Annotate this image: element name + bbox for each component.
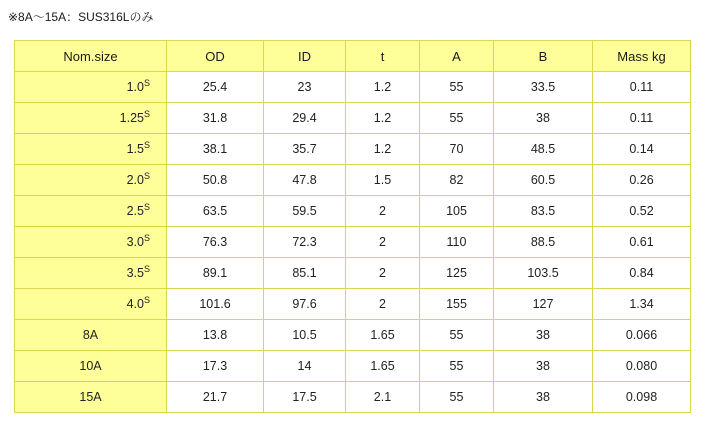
table-row — [15, 72, 691, 103]
row-label-superscript: S — [143, 77, 150, 88]
row-label — [15, 320, 167, 351]
cell-b: 33.5 — [494, 72, 593, 103]
row-label — [15, 134, 167, 165]
table-row — [15, 165, 691, 196]
cell-od: 31.8 — [167, 103, 264, 134]
row-label-value: 10A — [79, 359, 102, 373]
cell-od: 101.6 — [167, 289, 264, 320]
row-label — [15, 165, 167, 196]
cell-od: 13.8 — [167, 320, 264, 351]
row-label-value: 1.0 — [126, 80, 144, 94]
spec-table — [14, 40, 691, 413]
row-label — [15, 103, 167, 134]
row-label — [15, 382, 167, 413]
row-label-value: 1.5 — [126, 142, 144, 156]
row-label-superscript: S — [143, 170, 150, 181]
cell-mass: 0.14 — [593, 134, 691, 165]
cell-mass: 0.26 — [593, 165, 691, 196]
cell-id: 23 — [264, 72, 346, 103]
cell-mass: 0.066 — [593, 320, 691, 351]
column-header-nom-size: Nom.size — [15, 41, 167, 72]
cell-id: 85.1 — [264, 258, 346, 289]
cell-id: 29.4 — [264, 103, 346, 134]
cell-t: 1.5 — [346, 165, 420, 196]
cell-t: 2 — [346, 258, 420, 289]
row-label-value: 8A — [82, 328, 99, 342]
cell-od: 76.3 — [167, 227, 264, 258]
cell-b: 88.5 — [494, 227, 593, 258]
row-label — [15, 72, 167, 103]
cell-a: 125 — [420, 258, 494, 289]
cell-a: 55 — [420, 351, 494, 382]
cell-a: 105 — [420, 196, 494, 227]
table-row — [15, 289, 691, 320]
row-label-superscript: S — [143, 139, 150, 150]
row-label-value: 4.0 — [126, 297, 144, 311]
spec-table-container — [14, 40, 690, 413]
row-label-value: 3.5 — [126, 266, 144, 280]
cell-b: 38 — [494, 103, 593, 134]
cell-od: 50.8 — [167, 165, 264, 196]
cell-t: 2.1 — [346, 382, 420, 413]
table-body — [15, 72, 691, 413]
column-header-a: A — [420, 41, 494, 72]
cell-od: 25.4 — [167, 72, 264, 103]
cell-od: 38.1 — [167, 134, 264, 165]
cell-a: 155 — [420, 289, 494, 320]
cell-od: 21.7 — [167, 382, 264, 413]
cell-t: 1.2 — [346, 134, 420, 165]
cell-a: 55 — [420, 320, 494, 351]
cell-id: 72.3 — [264, 227, 346, 258]
table-header — [15, 41, 691, 72]
cell-b: 38 — [494, 382, 593, 413]
row-label-superscript: S — [143, 201, 150, 212]
table-row — [15, 258, 691, 289]
cell-mass: 0.11 — [593, 103, 691, 134]
cell-a: 82 — [420, 165, 494, 196]
cell-a: 110 — [420, 227, 494, 258]
cell-a: 55 — [420, 382, 494, 413]
cell-mass: 0.11 — [593, 72, 691, 103]
row-label-superscript: S — [143, 263, 150, 274]
row-label-value: 3.0 — [126, 235, 144, 249]
cell-t: 1.2 — [346, 72, 420, 103]
table-row — [15, 227, 691, 258]
cell-mass: 1.34 — [593, 289, 691, 320]
column-header-mass: Mass kg — [593, 41, 691, 72]
cell-b: 60.5 — [494, 165, 593, 196]
column-header-t: t — [346, 41, 420, 72]
cell-mass: 0.098 — [593, 382, 691, 413]
row-label-superscript: S — [143, 108, 150, 119]
cell-id: 17.5 — [264, 382, 346, 413]
cell-t: 2 — [346, 227, 420, 258]
table-row — [15, 351, 691, 382]
cell-b: 48.5 — [494, 134, 593, 165]
row-label — [15, 258, 167, 289]
column-header-id: ID — [264, 41, 346, 72]
cell-b: 38 — [494, 320, 593, 351]
cell-a: 55 — [420, 103, 494, 134]
column-header-od: OD — [167, 41, 264, 72]
row-label-value: 2.0 — [126, 173, 144, 187]
table-row — [15, 382, 691, 413]
row-label — [15, 351, 167, 382]
cell-b: 127 — [494, 289, 593, 320]
cell-mass: 0.080 — [593, 351, 691, 382]
cell-mass: 0.61 — [593, 227, 691, 258]
cell-id: 97.6 — [264, 289, 346, 320]
cell-b: 83.5 — [494, 196, 593, 227]
cell-id: 14 — [264, 351, 346, 382]
cell-od: 63.5 — [167, 196, 264, 227]
column-header-b: B — [494, 41, 593, 72]
cell-od: 17.3 — [167, 351, 264, 382]
row-label — [15, 289, 167, 320]
cell-t: 2 — [346, 289, 420, 320]
cell-b: 103.5 — [494, 258, 593, 289]
row-label — [15, 227, 167, 258]
row-label-value: 2.5 — [126, 204, 144, 218]
cell-t: 1.65 — [346, 320, 420, 351]
cell-mass: 0.52 — [593, 196, 691, 227]
cell-id: 47.8 — [264, 165, 346, 196]
table-header-row — [15, 41, 691, 72]
row-label-value: 15A — [79, 390, 102, 404]
cell-id: 35.7 — [264, 134, 346, 165]
cell-a: 70 — [420, 134, 494, 165]
cell-a: 55 — [420, 72, 494, 103]
footnote-text: ※8A〜15A：SUS316Lのみ — [8, 10, 154, 24]
cell-mass: 0.84 — [593, 258, 691, 289]
cell-id: 59.5 — [264, 196, 346, 227]
table-row — [15, 103, 691, 134]
row-label-superscript: S — [143, 294, 150, 305]
cell-od: 89.1 — [167, 258, 264, 289]
table-row — [15, 196, 691, 227]
row-label-superscript: S — [143, 232, 150, 243]
cell-b: 38 — [494, 351, 593, 382]
table-row — [15, 320, 691, 351]
cell-id: 10.5 — [264, 320, 346, 351]
cell-t: 1.2 — [346, 103, 420, 134]
cell-t: 2 — [346, 196, 420, 227]
row-label — [15, 196, 167, 227]
table-row — [15, 134, 691, 165]
cell-t: 1.65 — [346, 351, 420, 382]
row-label-value: 1.25 — [119, 111, 144, 125]
